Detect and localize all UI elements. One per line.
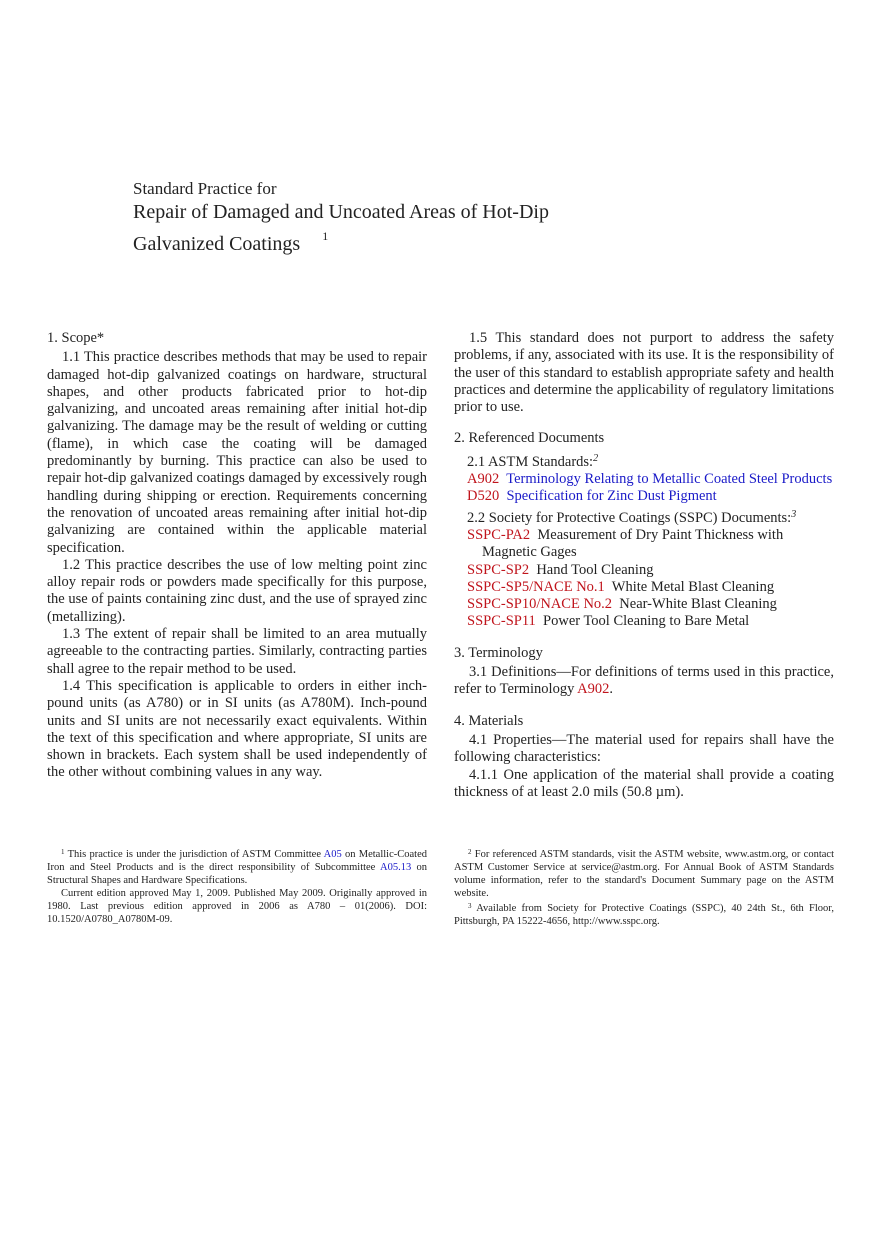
subcommittee-a05-13-link[interactable]: A05.13 <box>380 862 412 873</box>
footnote-2-text: For referenced ASTM standards, visit the ASTM website, www.astm.org, or contact ASTM Customer Service at service@astm.org. For Annual Book of ASTM Standards volume information, refer to the standard's Document Summary page on the ASTM website. <box>454 849 834 899</box>
committee-a05-link[interactable]: A05 <box>323 849 342 860</box>
left-column <box>47 330 427 782</box>
paragraph-1-4: 1.4 This specification is applicable to orders in either inch-pound units (as A780) or in SI units (as A780M). Inch-pound units and SI units are not necessarily exact equivalents. Within the text of this specification and where appropriate, SI units are shown in brackets. Each system shall be used independently of the other without combining values in any way. <box>47 677 427 781</box>
paragraph-3-1-end: . <box>609 681 614 698</box>
footnotes-right <box>454 846 834 928</box>
terminology-a902-link[interactable]: A902 <box>577 681 610 698</box>
footnote-2-marker: 2 <box>468 848 472 856</box>
paragraph-1-5: 1.5 This standard does not purport to address the safety problems, if any, associated with its use. It is the responsibility of the user of this standard to establish appropriate safety and health practices and determine the applicability of regulatory limitations prior to use. <box>454 330 834 416</box>
referenced-documents-heading: 2. Referenced Documents <box>454 430 605 447</box>
paragraph-4-1-1: 4.1.1 One application of the material shall provide a coating thickness of at least 2.0 mils (50.8 µm). <box>454 766 834 800</box>
ref-item-sspc-sp10[interactable] <box>454 596 834 613</box>
document-title-block <box>133 178 653 256</box>
ref-title: Power Tool Cleaning to Bare Metal <box>543 613 750 630</box>
scope-heading: 1. Scope* <box>47 330 105 346</box>
terminology-heading: 3. Terminology <box>454 644 543 661</box>
ref-code[interactable]: SSPC-SP11 <box>467 613 536 630</box>
footnote-1 <box>47 846 427 887</box>
right-column <box>454 330 834 801</box>
astm-footnote-marker: 2 <box>593 452 599 464</box>
title-line-2-text: Galvanized Coatings <box>133 233 301 255</box>
ref-title-link[interactable]: Terminology Relating to Metallic Coated Steel Products <box>506 471 833 488</box>
ref-item-sspc-pa2[interactable] <box>454 527 834 562</box>
paragraph-1-1: 1.1 This practice describes methods that may be used to repair damaged hot-dip galvanized coatings on hardware, structural shapes, and other products fabricated prior to hot-dip galvanizing, and uncoated areas remaining after initial hot-dip galvanizing. The damage may be the result of welding or cutting (flame), in which case the coating will be damaged predominantly by burning. This practice can also be used to repair hot-dip galvanized coatings damaged by excessively rough handling during shipping or erection. Requirements concerning the renovation of uncoated areas remaining after initial hot-dip galvanizing are contained within the applicable material specification. <box>47 349 427 556</box>
sspc-documents-heading <box>454 506 834 527</box>
title-line-1: Repair of Damaged and Uncoated Areas of Hot-Dip <box>133 201 549 223</box>
title-kicker: Standard Practice for <box>133 179 277 198</box>
sspc-documents-heading-text: 2.2 Society for Protective Coatings (SSPC) Documents: <box>467 509 792 526</box>
footnote-1-marker: 1 <box>61 848 65 856</box>
ref-item-sspc-sp2[interactable] <box>454 562 834 579</box>
footnotes-left <box>47 846 427 926</box>
footnote-1-text-a: This practice is under the jurisdiction of ASTM Committee <box>67 849 321 860</box>
ref-title-link[interactable]: Specification for Zinc Dust Pigment <box>506 488 717 505</box>
astm-standards-heading-text: 2.1 ASTM Standards: <box>467 453 594 470</box>
ref-code[interactable]: A902 <box>467 471 500 488</box>
title-footnote-marker: 1 <box>322 229 329 243</box>
paragraph-1-2: 1.2 This practice describes the use of low melting point zinc alloy repair rods or powders made specifically for this purpose, the use of paints containing zinc dust, and the use of sprayed zinc (metallizing). <box>47 556 427 625</box>
ref-title: Near-White Blast Cleaning <box>619 596 777 613</box>
ref-title: Hand Tool Cleaning <box>536 561 654 578</box>
astm-standards-heading <box>454 450 834 471</box>
ref-item-d520[interactable] <box>454 488 834 505</box>
ref-title: Measurement of Dry Paint Thickness with Magnetic Gages <box>482 526 784 561</box>
ref-code[interactable]: SSPC-PA2 <box>467 526 531 543</box>
sspc-list <box>454 527 834 631</box>
footnote-1-approval: Current edition approved May 1, 2009. Published May 2009. Originally approved in 1980. Last previous edition approved in 2006 as A780 – 01(2006). DOI: 10.1520/A0780_A0780M-09. <box>47 888 427 925</box>
title-line-2 <box>133 224 653 256</box>
footnote-3-text: Available from Society for Protective Coatings (SSPC), 40 24th St., 6th Floor, Pittsburgh, PA 15222-4656, http://www.sspc.org. <box>454 903 835 927</box>
paragraph-4-1: 4.1 Properties—The material used for repairs shall have the following characteristics: <box>454 731 834 766</box>
footnote-1-text-c: on Structural Shapes and Hardware Specifications. <box>47 862 427 886</box>
footnote-3 <box>454 900 834 928</box>
paragraph-3-1 <box>454 664 834 699</box>
materials-heading: 4. Materials <box>454 712 524 729</box>
ref-item-sspc-sp11[interactable] <box>454 613 834 630</box>
ref-code[interactable]: D520 <box>467 488 500 505</box>
ref-title: White Metal Blast Cleaning <box>611 578 775 595</box>
footnote-1-text-b: on Metallic-Coated Iron and Steel Products and is the direct responsibility of Subcommittee <box>47 849 427 873</box>
ref-code[interactable]: SSPC-SP5/NACE No.1 <box>467 578 605 595</box>
paragraph-3-1-text: 3.1 Definitions—For definitions of terms used in this practice, refer to Terminology <box>454 664 834 698</box>
footnote-3-marker: 3 <box>468 902 472 910</box>
sspc-footnote-marker: 3 <box>791 508 797 520</box>
ref-code[interactable]: SSPC-SP2 <box>467 561 530 578</box>
astm-list <box>454 471 834 506</box>
ref-item-a902[interactable] <box>454 471 834 488</box>
ref-code[interactable]: SSPC-SP10/NACE No.2 <box>467 596 613 613</box>
footnote-2 <box>454 846 834 900</box>
ref-item-sspc-sp5[interactable] <box>454 579 834 596</box>
paragraph-1-3: 1.3 The extent of repair shall be limited to an area mutually agreeable to the contracting parties. Similarly, contracting parties shall agree to the repair method to be used. <box>47 626 427 677</box>
